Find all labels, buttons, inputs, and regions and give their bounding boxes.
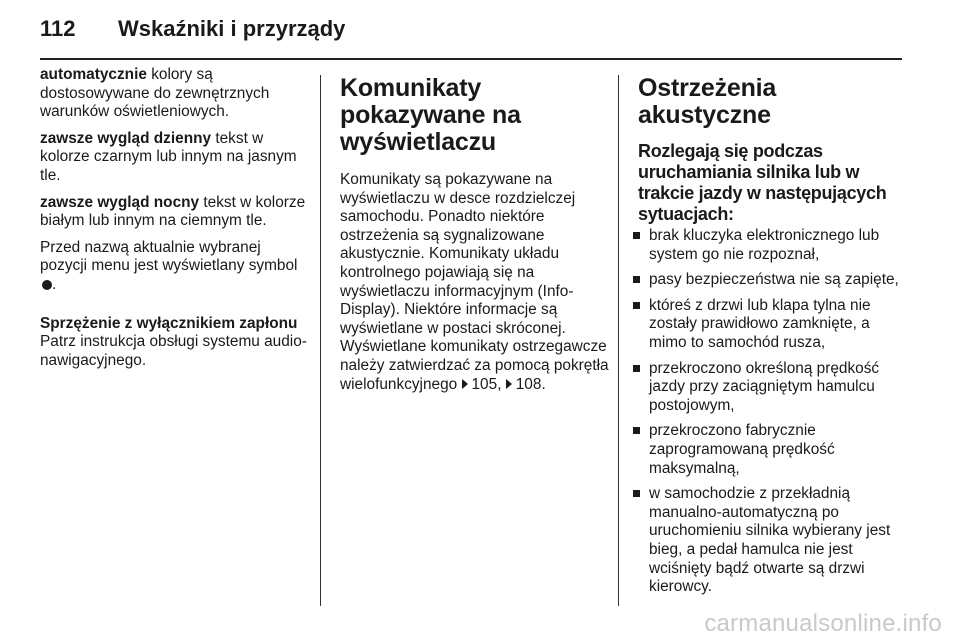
text-symbol-end: .	[52, 275, 57, 293]
filled-circle-icon	[42, 280, 52, 290]
ignition-heading: Sprzężenie z wyłącznikiem zapłonu	[40, 314, 298, 332]
page-ref-2[interactable]: 108	[515, 375, 542, 393]
column-left	[40, 66, 310, 378]
messages-title: Komunikaty pokazywane na wyświetlaczu	[340, 74, 521, 156]
acoustic-title: Ostrzeżenia akustyczne	[638, 74, 777, 129]
bullet-square-icon	[633, 490, 640, 497]
term-auto: automatycznie	[40, 66, 147, 83]
paragraph-ignition: Patrz instrukcja obsługi systemu audio-nawigacyjnego.	[40, 333, 307, 369]
page-ref-1[interactable]: 105	[471, 375, 498, 393]
text-symbol: Przed nazwą aktualnie wybranej pozycji menu jest wyświetlany symbol	[40, 238, 298, 275]
page-ref-end: .	[541, 375, 546, 393]
section-title: Wskaźniki i przyrządy	[118, 16, 346, 41]
paragraph-auto	[40, 66, 310, 122]
list-item: brak kluczyka elektronicznego lub system go nie rozpoznał,	[638, 227, 910, 264]
page-ref-separator: ,	[497, 375, 506, 393]
column-middle	[340, 66, 610, 402]
text-auto: kolory są dostosowywane do zewnętrznych warunków oświetleniowych.	[40, 66, 270, 121]
term-night: zawsze wygląd nocny	[40, 193, 200, 211]
messages-body	[340, 171, 610, 394]
watermark: carmanualsonline.info	[704, 610, 942, 637]
column-right	[638, 66, 910, 604]
bullet-square-icon	[633, 232, 640, 239]
text-night: tekst w kolorze białym lub innym na ciemnym tle.	[40, 193, 306, 230]
column-divider-1	[320, 75, 321, 606]
messages-body-text: Komunikaty są pokazywane na wyświetlaczu w desce rozdzielczej samochodu. Ponadto niektóre ostrzeżenia są sygnalizowane akustycznie. Komunikaty układu kontrolnego pojawiają się na wyświetlaczu informacyjnym (Info-Display). Niektóre informacje są wyświetlane w postaci skróconej. Wyświetlane komunikaty ostrzegawcze należy zatwierdzać za pomocą pokrętła wielofunkcyjnego	[340, 171, 609, 393]
list-item: któreś z drzwi lub klapa tylna nie zostały prawidłowo zamknięte, a mimo to samochód rusza,	[638, 297, 910, 353]
paragraph-symbol	[40, 239, 310, 295]
bullet-square-icon	[633, 302, 640, 309]
page-number: 112	[40, 16, 76, 41]
list-item: przekroczono fabrycznie zaprogramowaną prędkość maksymalną,	[638, 422, 910, 478]
acoustic-subtitle: Rozlegają się podczas uruchamiania silnika lub w trakcie jazdy w następujących sytuacjach:	[638, 141, 887, 224]
header-rule	[40, 58, 902, 60]
paragraph-night	[40, 194, 310, 231]
page-ref-arrow-icon	[506, 379, 512, 389]
list-item: pasy bezpieczeństwa nie są zapięte,	[638, 271, 910, 290]
column-divider-2	[618, 75, 619, 606]
warning-list	[638, 227, 910, 597]
bullet-square-icon	[633, 365, 640, 372]
list-item: przekroczono określoną prędkość jazdy przy zaciągniętym hamulcu postojowym,	[638, 360, 910, 416]
list-item: w samochodzie z przekładnią manualno-automatyczną po uruchomieniu silnika wybierany jest bieg, a pedał hamulca nie jest wciśnięty bądź otwarte są drzwi kierowcy.	[638, 485, 910, 597]
term-day: zawsze wygląd dzienny	[40, 129, 212, 147]
paragraph-day	[40, 130, 310, 186]
text-day: tekst w kolorze czarnym lub innym na jasnym tle.	[40, 129, 297, 184]
bullet-square-icon	[633, 427, 640, 434]
page-ref-arrow-icon	[462, 379, 468, 389]
bullet-square-icon	[633, 276, 640, 283]
